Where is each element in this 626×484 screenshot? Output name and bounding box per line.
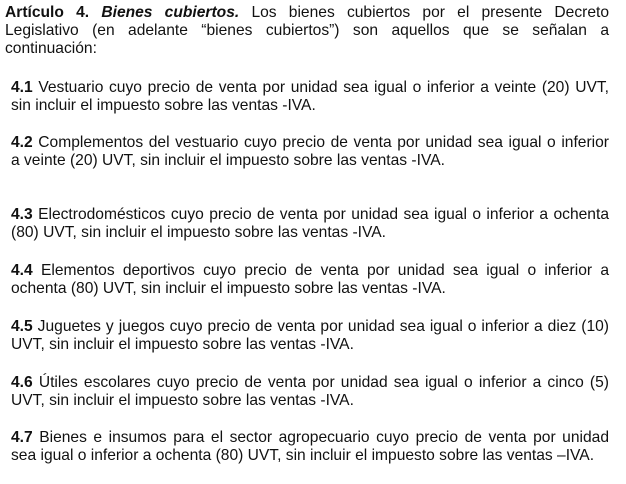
item-text: Bienes e insumos para el sector agropecuario cuyo precio de venta por unidad	[39, 429, 609, 446]
item-line-1	[11, 318, 609, 336]
item-text: Vestuario cuyo precio de venta por unidad sea igual o inferior a veinte (20) UVT,	[38, 79, 609, 96]
item-number: 4.2	[11, 134, 33, 151]
item-line-1	[11, 374, 609, 392]
item-line-2: sea igual o inferior a ochenta (80) UVT, sin incluir el impuesto sobre las ventas –IVA.	[11, 447, 595, 464]
article-intro-line-2: Legislativo (en adelante “bienes cubiertos”) son aquellos que se señalan a	[5, 22, 609, 39]
item-paragraph-4-3	[11, 206, 609, 242]
item-paragraph-4-7	[11, 429, 609, 465]
item-text: Complementos del vestuario cuyo precio de venta por unidad sea igual o inferior	[38, 134, 609, 151]
item-number: 4.7	[11, 429, 33, 446]
item-line-1	[11, 429, 609, 447]
item-line-2: a veinte (20) UVT, sin incluir el impuesto sobre las ventas -IVA.	[11, 152, 445, 169]
item-number: 4.5	[11, 318, 33, 335]
item-line-2: sin incluir el impuesto sobre las ventas -IVA.	[11, 97, 316, 114]
item-line-2: UVT, sin incluir el impuesto sobre las ventas -IVA.	[11, 392, 354, 409]
item-line-2: UVT, sin incluir el impuesto sobre las ventas -IVA.	[11, 336, 354, 353]
item-text: Útiles escolares cuyo precio de venta por unidad sea igual o inferior a cinco (5)	[38, 374, 609, 391]
item-text: Electrodomésticos cuyo precio de venta por unidad sea igual o inferior a ochenta	[38, 206, 609, 223]
article-label: Artículo 4.	[5, 4, 90, 21]
item-line-1	[11, 134, 609, 152]
item-number: 4.1	[11, 79, 33, 96]
article-title: Bienes cubiertos.	[101, 4, 240, 21]
item-line-2: ochenta (80) UVT, sin incluir el impuesto sobre las ventas -IVA.	[11, 280, 446, 297]
article-intro-paragraph	[5, 4, 609, 58]
item-line-1	[11, 206, 609, 224]
item-number: 4.3	[11, 206, 33, 223]
item-line-1	[11, 262, 609, 280]
article-intro-line-1	[5, 4, 609, 22]
item-paragraph-4-1	[11, 79, 609, 115]
item-paragraph-4-2	[11, 134, 609, 170]
item-paragraph-4-5	[11, 318, 609, 354]
item-paragraph-4-6	[11, 374, 609, 410]
item-paragraph-4-4	[11, 262, 609, 298]
item-line-2: (80) UVT, sin incluir el impuesto sobre las ventas -IVA.	[11, 224, 386, 241]
item-text: Juguetes y juegos cuyo precio de venta por unidad sea igual o inferior a diez (10)	[37, 318, 609, 335]
article-intro-text-1: Los bienes cubiertos por el presente Decreto	[251, 4, 609, 21]
item-text: Elementos deportivos cuyo precio de venta por unidad sea igual o inferior a	[40, 262, 609, 279]
article-intro-line-3: continuación:	[5, 40, 97, 57]
item-number: 4.6	[11, 374, 33, 391]
item-number: 4.4	[11, 262, 33, 279]
item-line-1	[11, 79, 609, 97]
